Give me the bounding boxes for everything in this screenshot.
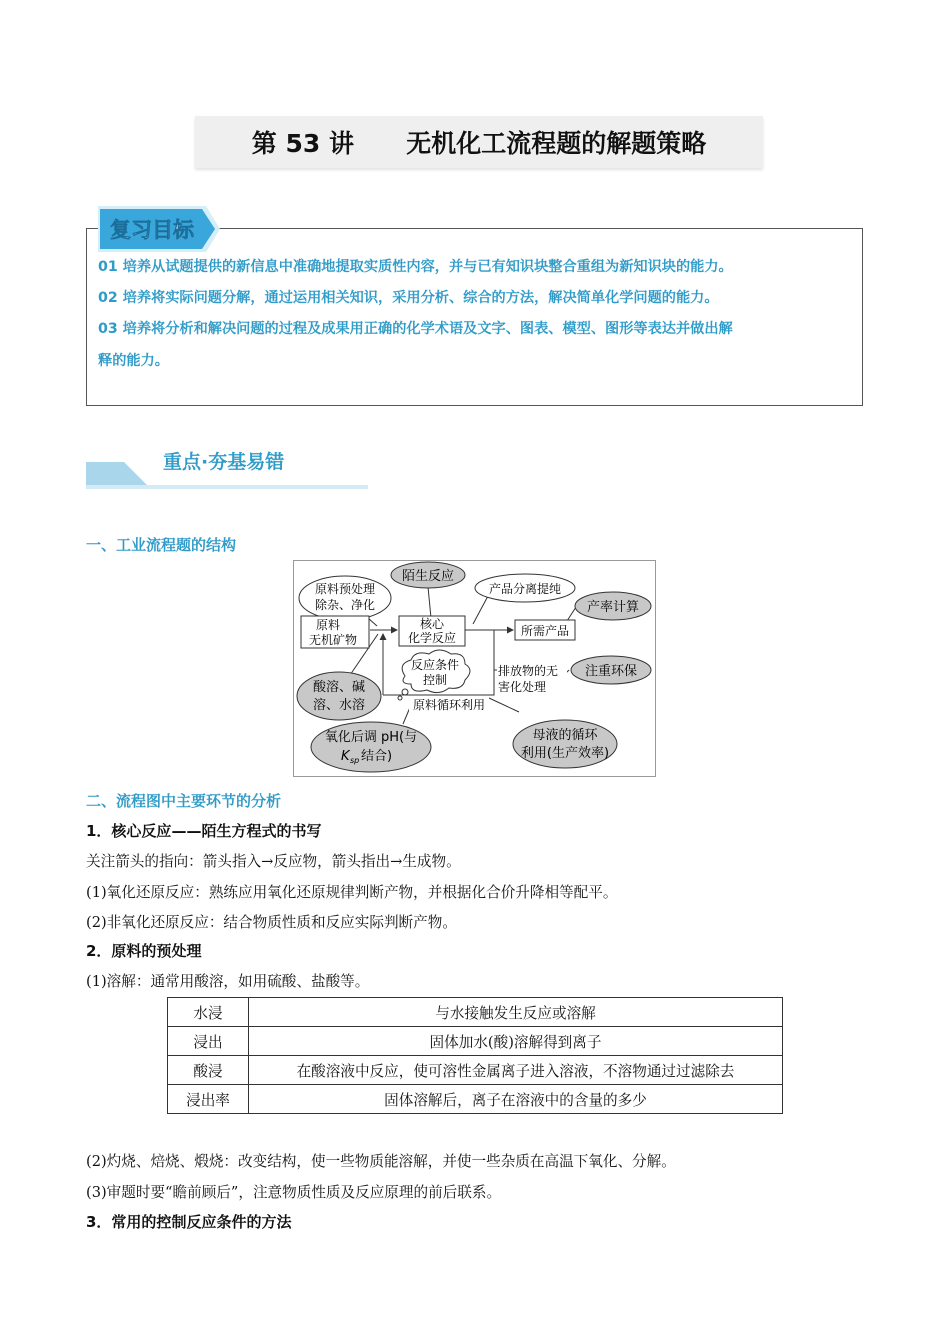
para-review: (3)审题时要“瞻前顾后”，注意物质性质及反应原理的前后联系。 (86, 1184, 502, 1201)
para-nonredox: (2)非氧化还原反应：结合物质性质和反应实际判断产物。 (86, 914, 457, 931)
subheading-pretreatment: 2．原料的预处理 (86, 942, 202, 960)
node-core-line1: 核心 (419, 617, 445, 631)
node-waste-line2: 害化处理 (498, 680, 547, 694)
heading-structure: 一、工业流程题的结构 (86, 536, 237, 554)
node-product-text: 所需产品 (520, 624, 570, 638)
table-cell-term: 浸出率 (168, 1085, 249, 1114)
node-condition-line1: 反应条件 (410, 658, 460, 672)
node-core-line2: 化学反应 (407, 631, 457, 645)
node-mother-line2: 利用(生产效率) (520, 746, 610, 761)
para-redox: (1)氧化还原反应：熟练应用氧化还原规律判断产物，并根据化合价升降相等配平。 (86, 884, 618, 901)
node-yield-text: 产率计算 (586, 600, 640, 615)
node-ph-ksp-sub: sp (350, 756, 360, 765)
node-waste-line1: 排放物的无 (498, 664, 559, 678)
page-title-bar (195, 116, 763, 168)
table-cell-term: 水浸 (168, 998, 249, 1027)
subheading-core-reaction: 1．核心反应——陌生方程式的书写 (86, 822, 322, 840)
table-cell-desc: 固体加水(酸)溶解得到离子 (249, 1027, 783, 1056)
node-recycle-text: 原料循环利用 (412, 698, 486, 712)
review-goals-tag-text: 复习目标 (110, 218, 194, 242)
cloud-bubble-1 (402, 689, 408, 695)
goal-item-2: 02 培养将实际问题分解，通过运用相关知识，采用分析、综合的方法，解决简单化学问题的能力。 (98, 290, 719, 306)
node-separation-text: 产品分离提纯 (488, 582, 562, 596)
node-pretreatment-line1: 原料预处理 (314, 582, 376, 596)
goal-item-1: 01 培养从试题提供的新信息中准确地提取实质性内容，并与已有知识块整合重组为新知识块的能力。 (98, 259, 733, 275)
heading-analysis: 二、流程图中主要环节的分析 (86, 792, 282, 810)
page-title: 第 53 讲 无机化工流程题的解题策略 (251, 129, 707, 158)
node-ph-line1: 氧化后调 pH(与 (324, 730, 418, 745)
table-cell-term: 酸浸 (168, 1056, 249, 1085)
node-environment-text: 注重环保 (584, 664, 638, 679)
review-goals-tag (98, 206, 220, 252)
table-row (168, 1056, 783, 1085)
para-dissolve: (1)溶解：通常用酸溶，如用硫酸、盐酸等。 (86, 973, 370, 990)
table-cell-desc: 固体溶解后，离子在溶液中的含量的多少 (249, 1085, 783, 1114)
node-ph-line2: 结合) (361, 749, 393, 764)
para-roasting: (2)灼烧、焙烧、煅烧：改变结构，使一些物质能溶解，并使一些杂质在高温下氧化、分解。 (86, 1153, 676, 1170)
node-condition-line2: 控制 (422, 673, 448, 687)
node-dissolve-line1: 酸溶、碱 (312, 680, 366, 695)
node-raw-line1: 原料 (315, 618, 341, 632)
table-cell-desc: 与水接触发生反应或溶解 (249, 998, 783, 1027)
para-arrow: 关注箭头的指向：箭头指入→反应物，箭头指出→生成物。 (86, 853, 461, 870)
review-goals-box (86, 228, 863, 406)
node-mother-line1: 母液的循环 (532, 728, 598, 743)
node-pretreatment-line2: 除杂、净化 (314, 598, 376, 612)
section-banner-title: 重点·夯基易错 (163, 451, 285, 473)
goal-item-3-cont: 释的能力。 (98, 353, 169, 369)
cloud-bubble-2 (398, 696, 402, 700)
node-ph-ksp-k: K (341, 749, 350, 764)
goal-item-3: 03 培养将分析和解决问题的过程及成果用正确的化学术语及文字、图表、模型、图形等表达并做出解 (98, 321, 733, 337)
node-raw-line2: 无机矿物 (308, 633, 358, 647)
table-row (168, 1027, 783, 1056)
table-cell-desc: 在酸溶液中反应，使可溶性金属离子进入溶液，不溶物通过过滤除去 (249, 1056, 783, 1085)
table-cell-term: 浸出 (168, 1027, 249, 1056)
leaching-table (167, 997, 783, 1114)
node-dissolve-line2: 溶、水溶 (312, 698, 366, 713)
table-row (168, 998, 783, 1027)
node-unfamiliar-text: 陌生反应 (401, 569, 455, 584)
table-row (168, 1085, 783, 1114)
subheading-conditions: 3．常用的控制反应条件的方法 (86, 1213, 292, 1231)
flow-diagram (293, 560, 656, 777)
